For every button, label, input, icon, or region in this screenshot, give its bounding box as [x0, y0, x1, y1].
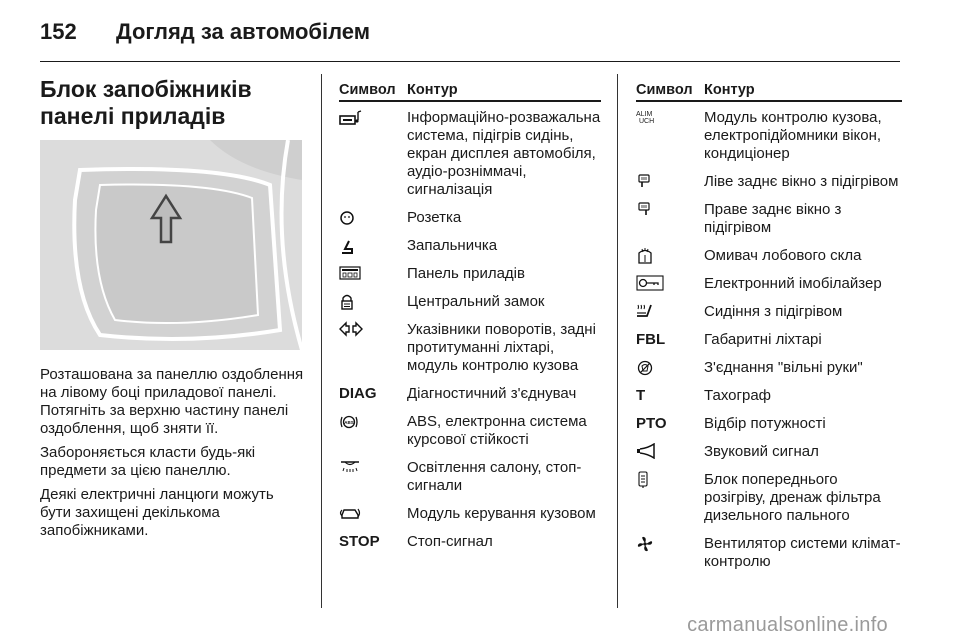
table-row — [339, 311, 601, 375]
row-description: Модуль керування кузовом — [407, 505, 596, 522]
row-description: Вентилятор системи клімат-контролю — [704, 535, 901, 570]
central-lock-icon — [339, 293, 407, 311]
symbol-text: T — [636, 387, 646, 404]
cigarette-lighter-icon — [339, 237, 407, 255]
table-row — [636, 102, 902, 163]
page-number: 152 — [40, 19, 77, 44]
table-row — [339, 283, 601, 311]
symbol-text: ALIM — [636, 111, 653, 118]
row-description: Діагностичний з'єднувач — [407, 385, 577, 402]
fan-icon — [636, 535, 704, 571]
row-description: Омивач лобового скла — [704, 247, 862, 264]
row-description: Запальничка — [407, 237, 498, 254]
symbol-text: DIAG — [339, 385, 377, 402]
row-description: Модуль контролю кузова, електропідйомники вікон, кондиціонер — [704, 109, 882, 162]
hands-free-icon — [636, 359, 704, 377]
row-description: Блок попереднього розігріву, дренаж фільтра дизельного пального — [704, 471, 881, 524]
row-description: Звуковий сигнал — [704, 443, 819, 460]
column-divider — [617, 74, 618, 608]
row-description: Праве заднє вікно з підігрівом — [704, 201, 842, 236]
row-description: ABS, електронна система курсової стійкості — [407, 413, 587, 448]
infotainment-seat-heat-icon — [339, 109, 407, 199]
table-row — [339, 495, 601, 523]
symbol-text: PTO — [636, 415, 667, 432]
row-description: Стоп-сигнал — [407, 533, 493, 550]
row-description: Сидіння з підігрівом — [704, 303, 843, 320]
row-description: Освітлення салону, стоп-сигнали — [407, 459, 582, 494]
row-description: Габаритні ліхтарі — [704, 331, 822, 348]
pto-symbol — [636, 415, 704, 433]
table-row — [636, 265, 902, 293]
section-body — [40, 366, 308, 540]
interior-light-icon — [339, 459, 407, 495]
table-header — [339, 76, 601, 102]
table-row — [339, 255, 601, 283]
heated-seat-icon — [636, 303, 704, 321]
svg-text:ABS: ABS — [344, 420, 354, 425]
table-row — [339, 199, 601, 227]
left-heated-rear-window-icon — [636, 173, 704, 191]
symbol-header: Символ — [339, 82, 396, 98]
horn-icon — [636, 443, 704, 461]
fuse-table-right — [636, 76, 902, 571]
stop-symbol — [339, 533, 407, 551]
diag-symbol — [339, 385, 407, 403]
immobilizer-key-icon — [636, 275, 704, 293]
row-description: Центральний замок — [407, 293, 545, 310]
body-control-module-icon — [339, 505, 407, 523]
watermark: carmanualsonline.info — [687, 614, 888, 636]
table-row — [636, 525, 902, 571]
turn-signal-icon — [339, 321, 407, 375]
row-description: Відбір потужності — [704, 415, 826, 432]
table-row — [636, 349, 902, 377]
symbol-text: STOP — [339, 533, 380, 550]
abs-icon — [339, 413, 407, 449]
row-description: Панель приладів — [407, 265, 525, 282]
windshield-washer-icon — [636, 247, 704, 265]
row-description: Указівники поворотів, задні протитуманні ліхтарі, модуль контролю кузова — [407, 321, 596, 374]
row-description: Інформаційно-розважальна система, підігрів сидінь, екран дисплея автомобіля, аудіо-розніммачі, сигналізація — [407, 109, 601, 198]
paragraph: Деякі електричні ланцюги можуть бути захищені декількома запобіжниками. — [40, 486, 274, 539]
row-description: Розетка — [407, 209, 462, 226]
table-row — [636, 405, 902, 433]
table-row — [339, 523, 601, 551]
paragraph: Забороняється класти будь-які предмети за цією панеллю. — [40, 444, 256, 479]
circuit-header: Контур — [407, 82, 458, 98]
instrument-cluster-icon — [339, 265, 407, 283]
table-row — [636, 191, 902, 237]
row-description: Ліве заднє вікно з підігрівом — [704, 173, 899, 190]
table-row — [339, 403, 601, 449]
row-description: З'єднання "вільні руки" — [704, 359, 863, 376]
fbl-symbol — [636, 331, 704, 349]
page-header — [40, 14, 920, 50]
table-row — [636, 377, 902, 405]
table-row — [636, 293, 902, 321]
tachograph-symbol — [636, 387, 704, 405]
table-row — [339, 227, 601, 255]
section-title: Блок запобіжників панелі приладів — [40, 76, 252, 129]
column-divider — [321, 74, 322, 608]
table-row — [636, 237, 902, 265]
fuel-filter-icon — [636, 471, 704, 525]
alim-uch-symbol — [636, 109, 704, 163]
intro-column — [40, 76, 308, 546]
circuit-header: Контур — [704, 82, 755, 98]
row-description: Тахограф — [704, 387, 772, 404]
table-row — [636, 461, 902, 525]
table-row — [339, 102, 601, 199]
table-row — [339, 375, 601, 403]
fuse-table-left — [339, 76, 601, 551]
paragraph: Розташована за панеллю оздоблення на лівому боці приладової панелі. Потягніть за верхню частину панелі оздоблення, щоб зняти її. — [40, 366, 304, 437]
power-socket-icon — [339, 209, 407, 227]
page-title: Догляд за автомобілем — [116, 19, 371, 44]
row-description: Електронний імобілайзер — [704, 275, 882, 292]
symbol-text: FBL — [636, 331, 666, 348]
fuse-panel-drawing — [40, 140, 302, 350]
table-header — [636, 76, 902, 102]
symbol-header: Символ — [636, 82, 693, 98]
symbol-text: UCH — [639, 118, 655, 125]
table-row — [339, 449, 601, 495]
table-row — [636, 433, 902, 461]
right-heated-rear-window-icon — [636, 201, 704, 237]
fuse-panel-illustration — [40, 140, 302, 350]
table-row — [636, 321, 902, 349]
header-rule — [40, 61, 900, 62]
table-row — [636, 163, 902, 191]
